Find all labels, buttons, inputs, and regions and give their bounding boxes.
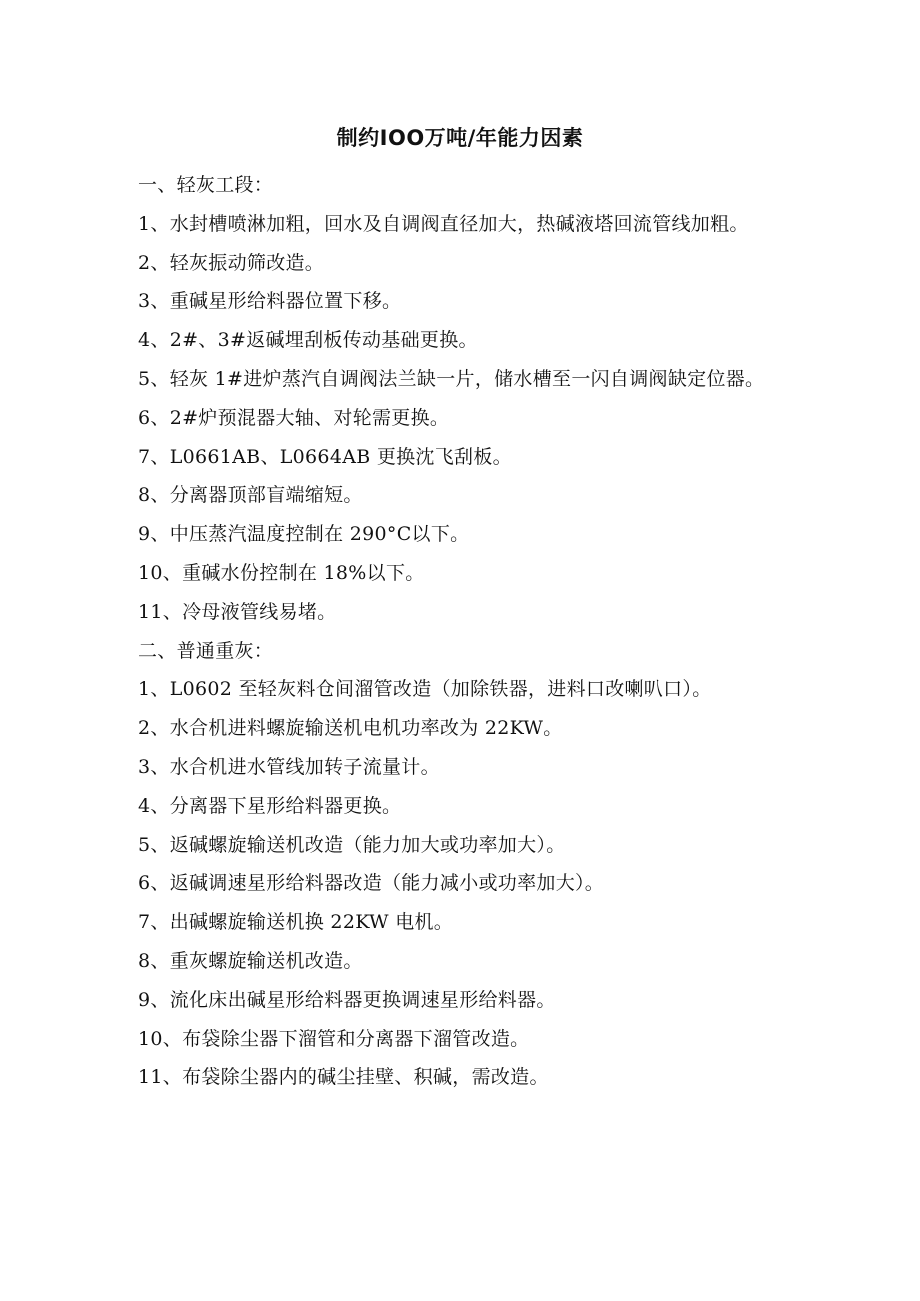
list-item: 9、流化床出碱星形给料器更换调速星形给料器。 <box>138 988 556 1011</box>
section-heading-light-ash: 一、轻灰工段： <box>138 174 274 196</box>
list-item: 4、2#、3#返碱埋刮板传动基础更换。 <box>138 329 478 352</box>
list-item: 1、水封槽喷淋加粗，回水及自调阀直径加大，热碱液塔回流管线加粗。 <box>138 212 749 235</box>
list-item: 7、出碱螺旋输送机换 22KW 电机。 <box>138 911 454 934</box>
document-title: 制约IOO万吨/年能力因素 <box>336 126 584 150</box>
list-item: 3、水合机进水管线加转子流量计。 <box>138 755 440 778</box>
list-item: 3、重碱星形给料器位置下移。 <box>138 290 402 313</box>
list-item: 10、重碱水份控制在 18%以下。 <box>138 561 425 584</box>
list-item: 8、重灰螺旋输送机改造。 <box>138 949 363 972</box>
list-item: 5、返碱螺旋输送机改造（能力加大或功率加大）。 <box>138 833 566 856</box>
document-body <box>138 166 788 1097</box>
list-item: 7、L0661AB、L0664AB 更换沈飞刮板。 <box>138 445 512 468</box>
list-item: 5、轻灰 1#进炉蒸汽自调阀法兰缺一片，储水槽至一闪自调阀缺定位器。 <box>138 367 765 390</box>
list-item: 4、分离器下星形给料器更换。 <box>138 794 402 817</box>
list-item: 6、2#炉预混器大轴、对轮需更换。 <box>138 406 450 429</box>
list-item: 11、冷母液管线易堵。 <box>138 600 337 623</box>
list-item: 9、中压蒸汽温度控制在 290°C以下。 <box>138 523 470 546</box>
list-item: 2、轻灰振动筛改造。 <box>138 251 325 274</box>
list-item: 8、分离器顶部盲端缩短。 <box>138 484 363 507</box>
list-item: 1、L0602 至轻灰料仓间溜管改造（加除铁器，进料口改喇叭口）。 <box>138 678 712 701</box>
list-item: 11、布袋除尘器内的碱尘挂壁、积碱，需改造。 <box>138 1066 549 1089</box>
list-item: 2、水合机进料螺旋输送机电机功率改为 22KW。 <box>138 717 563 740</box>
section-heading-heavy-ash: 二、普通重灰： <box>138 639 274 662</box>
list-item: 6、返碱调速星形给料器改造（能力减小或功率加大）。 <box>138 872 605 895</box>
list-item: 10、布袋除尘器下溜管和分离器下溜管改造。 <box>138 1027 530 1050</box>
